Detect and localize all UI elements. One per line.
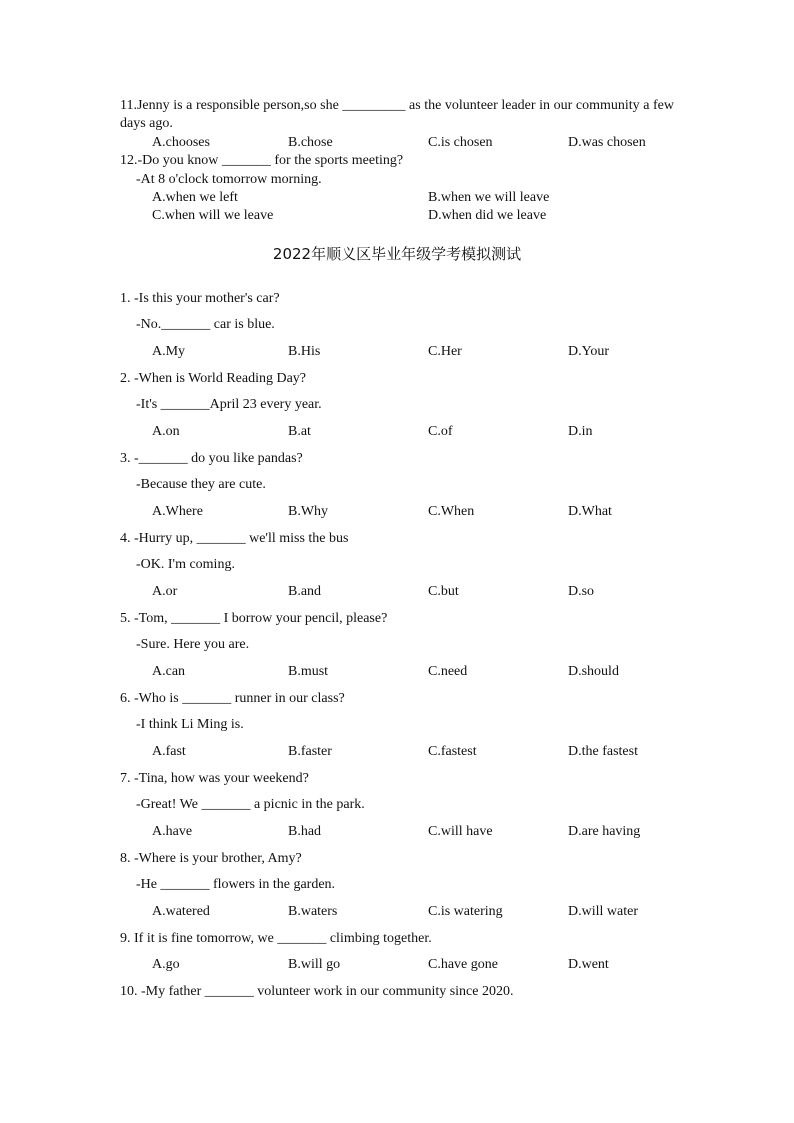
question-reply: -I think Li Ming is. (136, 717, 244, 732)
option-a: A.can (152, 664, 186, 679)
question-options (0, 903, 794, 921)
option-b: B.and (288, 584, 322, 599)
option-a: A.My (152, 344, 186, 359)
question-12-options-row2 (0, 207, 794, 225)
option-b: B.when we will leave (428, 190, 550, 205)
option-c: C.need (428, 664, 468, 679)
question-options (0, 343, 794, 361)
option-c: C.when will we leave (152, 208, 274, 223)
question-stem: 4. -Hurry up, _______ we'll miss the bus (120, 531, 349, 546)
question-reply: -He _______ flowers in the garden. (136, 877, 336, 892)
option-c: C.will have (428, 824, 493, 839)
option-d: D.should (568, 664, 619, 679)
option-a: A.on (152, 424, 180, 439)
option-a: A.Where (152, 504, 203, 519)
option-d: D.What (568, 504, 612, 519)
option-d: D.was chosen (568, 135, 646, 150)
option-c: C.of (428, 424, 453, 439)
option-c: C.is chosen (428, 135, 493, 150)
question-12-options-row1 (0, 189, 794, 207)
option-d: D.will water (568, 904, 638, 919)
section-title: 2022年顺义区毕业年级学考模拟测试 (272, 245, 522, 263)
question-12-stem: 12.-Do you know _______ for the sports meeting? (120, 153, 404, 168)
question-reply: -Sure. Here you are. (136, 637, 250, 652)
option-c: C.Her (428, 344, 462, 359)
option-b: B.His (288, 344, 321, 359)
option-c: C.have gone (428, 957, 498, 972)
question-stem: 10. -My father _______ volunteer work in our community since 2020. (120, 984, 514, 999)
option-a: A.have (152, 824, 193, 839)
question-stem: 6. -Who is _______ runner in our class? (120, 691, 345, 706)
question-12-reply: -At 8 o'clock tomorrow morning. (136, 172, 322, 187)
question-options (0, 743, 794, 761)
question-stem: 2. -When is World Reading Day? (120, 371, 307, 386)
question-stem: 1. -Is this your mother's car? (120, 291, 280, 306)
option-a: A.chooses (152, 135, 210, 150)
question-stem: 7. -Tina, how was your weekend? (120, 771, 309, 786)
option-b: B.had (288, 824, 322, 839)
option-b: B.Why (288, 504, 329, 519)
question-options (0, 823, 794, 841)
question-reply: -Great! We _______ a picnic in the park. (136, 797, 365, 812)
option-c: C.When (428, 504, 475, 519)
option-a: A.watered (152, 904, 210, 919)
question-options (0, 503, 794, 521)
question-reply: -No._______ car is blue. (136, 317, 275, 332)
option-b: B.faster (288, 744, 332, 759)
option-c: C.is watering (428, 904, 503, 919)
question-reply: -Because they are cute. (136, 477, 266, 492)
question-reply: -OK. I'm coming. (136, 557, 235, 572)
option-b: B.chose (288, 135, 333, 150)
option-d: D.Your (568, 344, 609, 359)
question-options (0, 956, 794, 974)
option-a: A.go (152, 957, 180, 972)
option-d: D.in (568, 424, 593, 439)
option-d: D.are having (568, 824, 641, 839)
question-11-options (0, 134, 794, 152)
question-options (0, 583, 794, 601)
option-a: A.when we left (152, 190, 238, 205)
option-c: C.but (428, 584, 459, 599)
question-stem: 5. -Tom, _______ I borrow your pencil, please? (120, 611, 388, 626)
question-11-stem: 11.Jenny is a responsible person,so she _________ as the volunteer leader in our community a few days ago. (120, 98, 674, 131)
option-d: D.so (568, 584, 595, 599)
option-b: B.waters (288, 904, 338, 919)
question-options (0, 663, 794, 681)
question-stem: 9. If it is fine tomorrow, we _______ climbing together. (120, 931, 432, 946)
question-stem: 3. -_______ do you like pandas? (120, 451, 303, 466)
question-stem: 8. -Where is your brother, Amy? (120, 851, 302, 866)
option-d: D.the fastest (568, 744, 638, 759)
option-c: C.fastest (428, 744, 477, 759)
option-d: D.when did we leave (428, 208, 547, 223)
option-b: B.will go (288, 957, 341, 972)
question-reply: -It's _______April 23 every year. (136, 397, 322, 412)
option-a: A.fast (152, 744, 186, 759)
option-d: D.went (568, 957, 609, 972)
option-a: A.or (152, 584, 178, 599)
option-b: B.must (288, 664, 329, 679)
option-b: B.at (288, 424, 311, 439)
question-options (0, 423, 794, 441)
